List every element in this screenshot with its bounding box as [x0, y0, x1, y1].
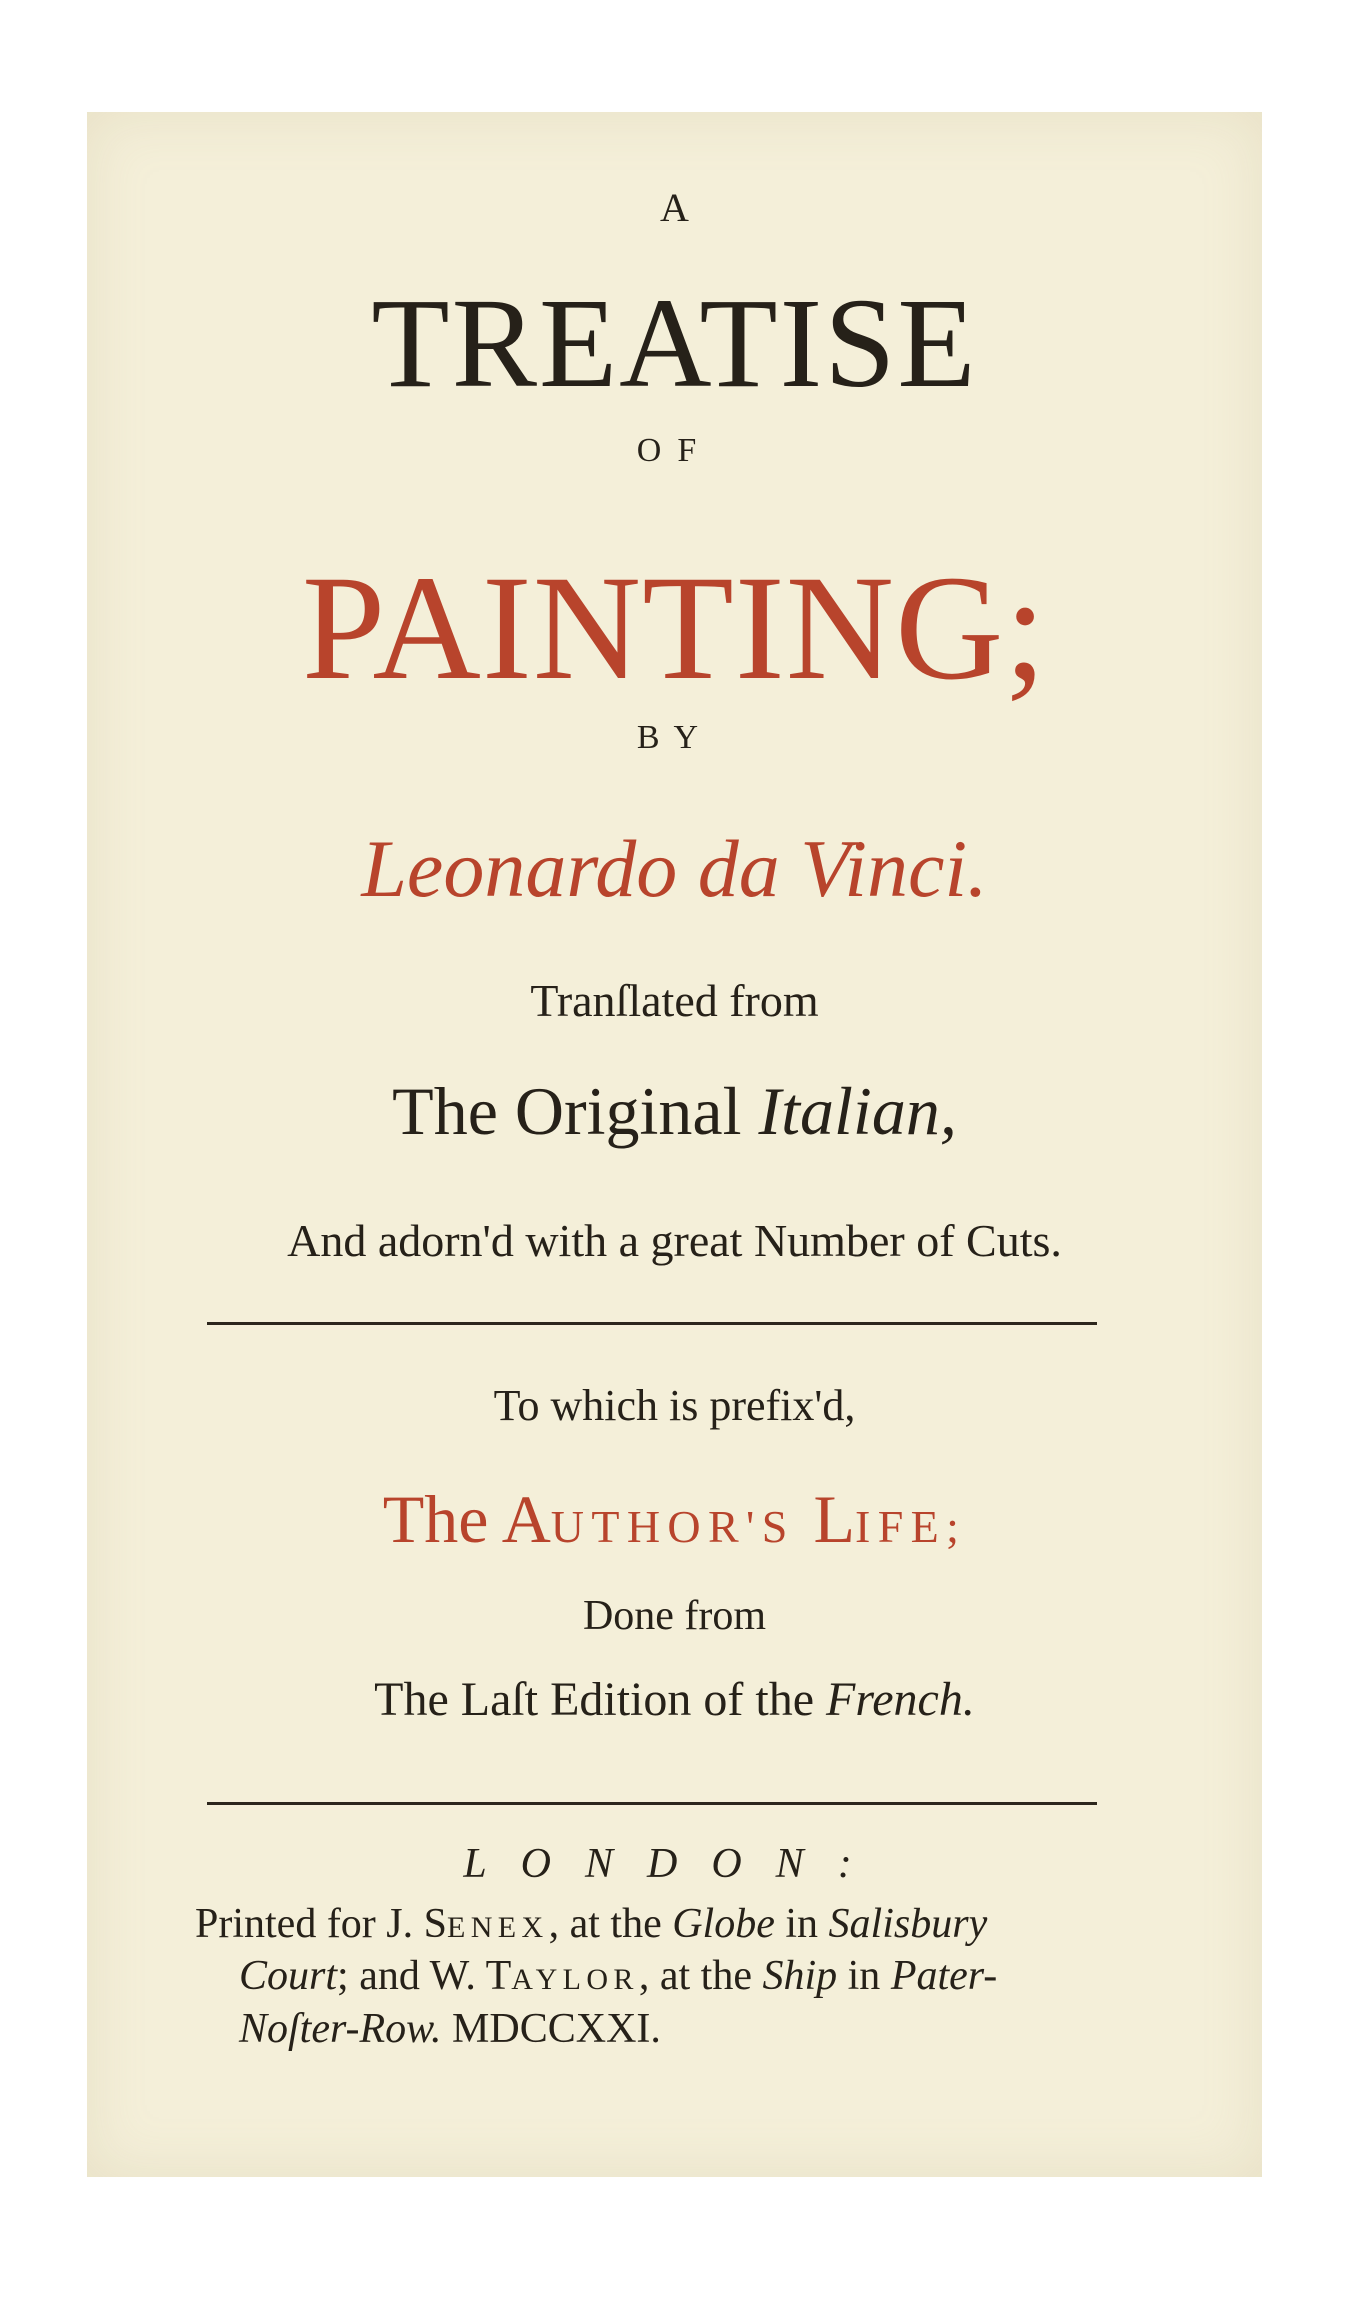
life-a: A	[501, 1481, 551, 1557]
last-edition-line	[87, 1672, 1262, 1727]
imprint-1b: ENEX	[447, 1911, 549, 1944]
imprint-3a: Noſter-Row.	[239, 2006, 442, 2052]
imprint-2b: ; and W. T	[337, 1953, 512, 1999]
imprint-1f: Salisbury	[828, 1901, 988, 1947]
life-l: L	[813, 1481, 856, 1557]
imprint-line-3	[239, 2005, 1209, 2053]
imprint-1a: Printed for J. S	[195, 1901, 447, 1947]
title-article: A	[660, 185, 689, 230]
imprint-2g: Pater-	[890, 1953, 998, 1999]
divider-rule	[207, 1802, 1097, 1805]
imprint-1d: Globe	[672, 1901, 775, 1947]
authors-life-line	[87, 1480, 1262, 1559]
author-name: Leonardo da Vinci.	[361, 823, 988, 914]
life-s: 'S	[746, 1501, 814, 1552]
translated-from: Tranſlated from	[530, 975, 819, 1026]
prefixd-line: To which is prefix'd,	[493, 1381, 856, 1430]
imprint-city: LONDON:	[463, 1841, 886, 1887]
imprint-3b: MDCCXXI.	[441, 2006, 661, 2052]
divider-rule	[207, 1322, 1097, 1325]
life-uthor: UTHOR	[550, 1501, 747, 1552]
by-line: BY	[636, 719, 713, 756]
title-main: TREATISE	[371, 272, 978, 414]
imprint-1c: , at the	[548, 1901, 673, 1947]
imprint-line-2	[239, 1952, 1209, 2000]
original-prefix: The Original	[392, 1073, 759, 1149]
title-subject: PAINTING;	[301, 545, 1048, 711]
title-of: OF	[636, 432, 713, 469]
imprint-2c: AYLOR	[511, 1963, 639, 1996]
last-edition-prefix: The Laſt Edition of the	[374, 1673, 827, 1726]
imprint-2f: in	[837, 1953, 891, 1999]
done-from: Done from	[582, 1593, 767, 1639]
life-ife: IFE;	[855, 1501, 967, 1552]
imprint-2e: Ship	[762, 1953, 838, 1999]
title-page	[87, 112, 1262, 2177]
original-language-line	[87, 1072, 1262, 1151]
imprint-1e: in	[774, 1901, 829, 1947]
life-the: The	[382, 1481, 502, 1557]
imprint-line-1	[195, 1900, 1165, 1948]
imprint-2a: Court	[239, 1953, 338, 1999]
imprint-2d: , at the	[638, 1953, 763, 1999]
original-language: Italian,	[758, 1073, 957, 1149]
last-edition-lang: French.	[826, 1673, 975, 1726]
adorned-line: And adorn'd with a great Number of Cuts.	[287, 1215, 1062, 1266]
